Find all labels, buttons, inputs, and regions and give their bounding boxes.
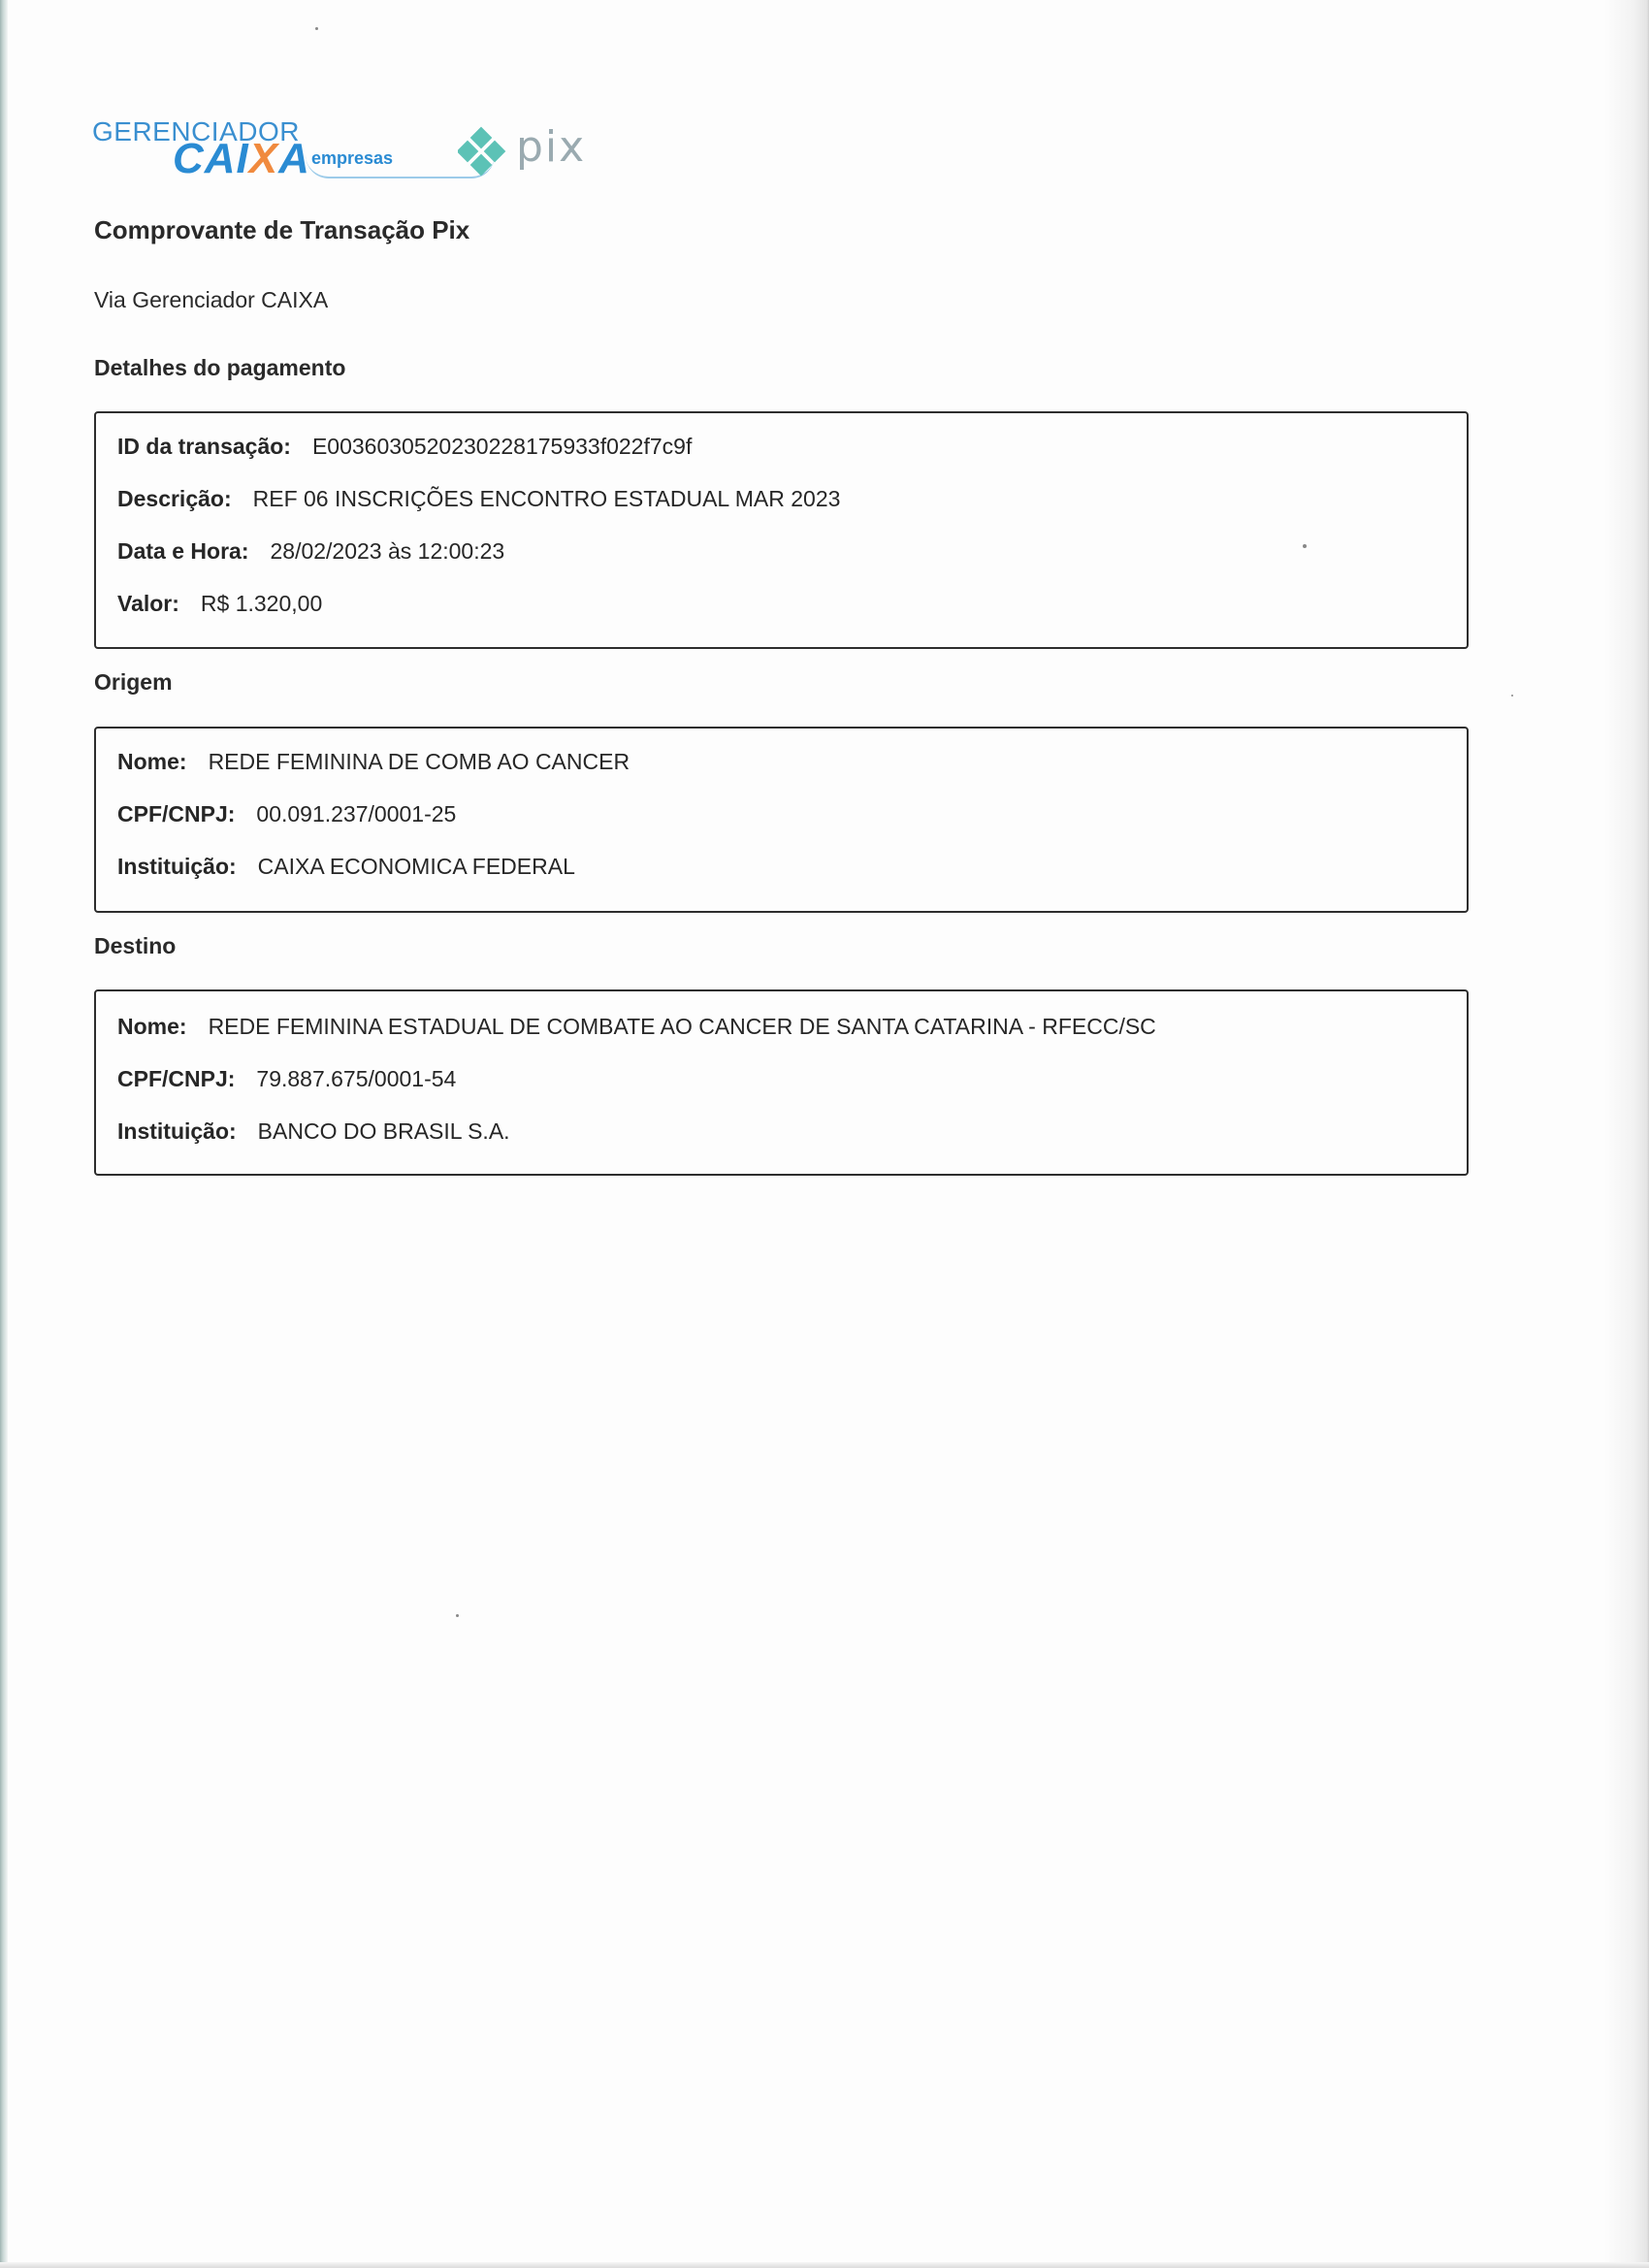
logo-empresas-text: empresas bbox=[311, 148, 394, 168]
destination-tax-id-label: CPF/CNPJ: bbox=[117, 1066, 236, 1091]
document-title: Comprovante de Transação Pix bbox=[94, 215, 470, 244]
logo-caixa-pre: CAI bbox=[173, 135, 249, 182]
logo-caixa-x: X bbox=[248, 135, 279, 182]
destination-institution-label: Instituição: bbox=[117, 1118, 237, 1144]
scan-edge-left bbox=[0, 0, 8, 2268]
origin-tax-id-row bbox=[117, 800, 456, 827]
destination-institution-value: BANCO DO BRASIL S.A. bbox=[257, 1118, 510, 1144]
scan-edge-right bbox=[1604, 0, 1649, 2268]
description-label: Descrição: bbox=[117, 486, 232, 511]
document-subtitle: Via Gerenciador CAIXA bbox=[94, 287, 329, 312]
section-heading-destination: Destino bbox=[94, 933, 177, 958]
origin-institution-value: CAIXA ECONOMICA FEDERAL bbox=[257, 854, 575, 879]
transaction-id-value: E00360305202302281759​33f022f7c9f bbox=[311, 434, 693, 459]
pix-logo bbox=[458, 122, 613, 180]
gerenciador-caixa-logo bbox=[92, 118, 412, 186]
section-heading-origin: Origem bbox=[94, 669, 173, 695]
amount-row bbox=[117, 590, 322, 617]
logo-caixa-text bbox=[173, 135, 310, 182]
scan-speck bbox=[1511, 695, 1513, 697]
datetime-label: Data e Hora: bbox=[117, 538, 249, 564]
destination-box bbox=[94, 989, 1469, 1176]
origin-name-value: REDE FEMININA DE COMB AO CANCER bbox=[208, 749, 630, 774]
datetime-row bbox=[117, 537, 504, 565]
payment-details-box bbox=[94, 411, 1469, 649]
origin-tax-id-value: 00.091.237/0001-25 bbox=[256, 801, 457, 826]
datetime-value: 28/02/2023 às 12:00:23 bbox=[270, 538, 505, 564]
transaction-id-label: ID da transação: bbox=[117, 434, 291, 459]
amount-value: R$ 1.320,00 bbox=[200, 591, 323, 616]
origin-name-row bbox=[117, 748, 630, 775]
logo-caixa-post: A bbox=[278, 135, 310, 182]
origin-institution-row bbox=[117, 853, 575, 880]
scan-edge-bottom bbox=[0, 2262, 1649, 2268]
origin-name-label: Nome: bbox=[117, 749, 187, 774]
description-value: REF 06 INSCRIÇÕES ENCONTRO ESTADUAL MAR 2023 bbox=[252, 486, 841, 511]
origin-tax-id-label: CPF/CNPJ: bbox=[117, 801, 236, 826]
destination-institution-row bbox=[117, 1118, 510, 1145]
section-heading-payment-details: Detalhes do pagamento bbox=[94, 355, 346, 380]
logo-gerenciador-text: GERENCIADOR bbox=[92, 116, 300, 146]
scan-speck bbox=[456, 1614, 459, 1617]
pix-logo-text: pix bbox=[516, 122, 587, 172]
amount-label: Valor: bbox=[117, 591, 179, 616]
origin-box bbox=[94, 727, 1469, 913]
scan-speck bbox=[315, 27, 318, 30]
destination-name-row bbox=[117, 1013, 1156, 1040]
origin-institution-label: Instituição: bbox=[117, 854, 237, 879]
description-row bbox=[117, 485, 840, 512]
destination-name-label: Nome: bbox=[117, 1014, 187, 1039]
destination-tax-id-row bbox=[117, 1065, 456, 1092]
scan-speck bbox=[1303, 544, 1307, 548]
destination-tax-id-value: 79.887.675/0001-54 bbox=[256, 1066, 457, 1091]
transaction-id-row bbox=[117, 433, 692, 460]
destination-name-value: REDE FEMININA ESTADUAL DE COMBATE AO CANCER DE SANTA CATARINA - RFECC/SC bbox=[208, 1014, 1156, 1039]
